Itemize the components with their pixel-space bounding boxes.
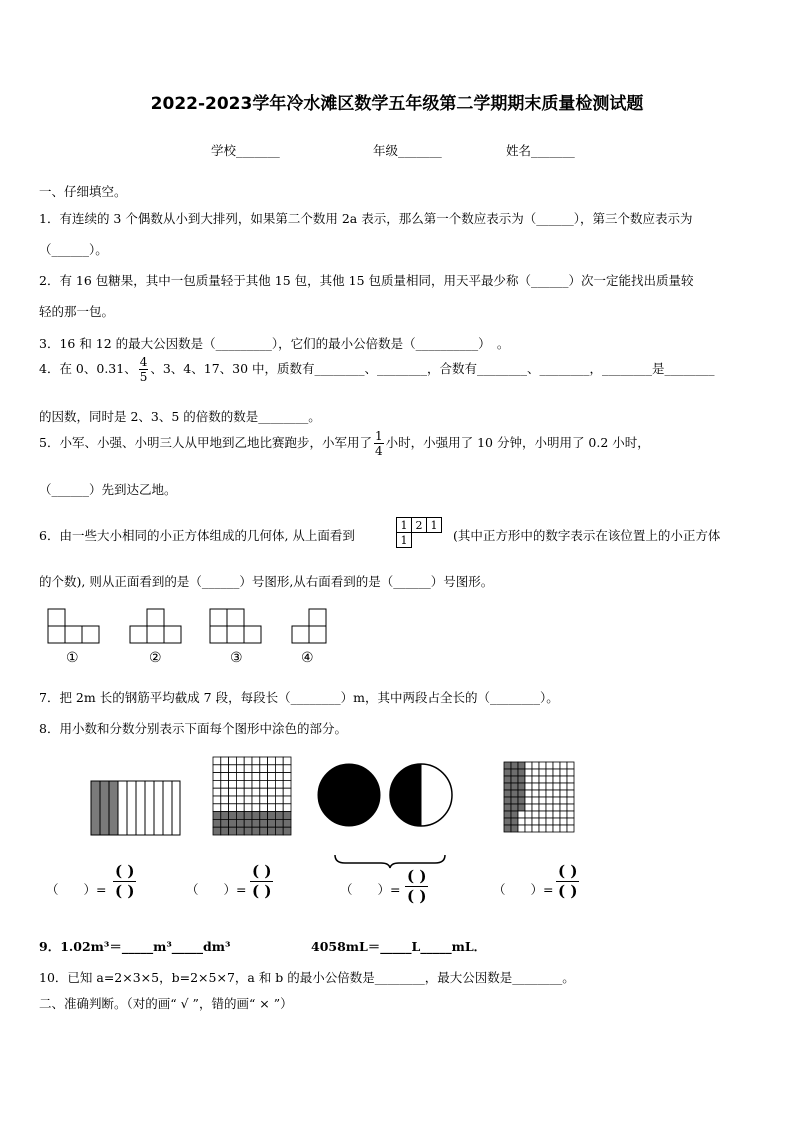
grid-square	[567, 790, 574, 797]
grid-square	[546, 811, 553, 818]
fraction-1-4	[374, 430, 384, 457]
question-4-post: 、3、4、17、30 中，质数有________、________，合数有________、________，________是________	[150, 361, 715, 376]
grid-square	[539, 797, 546, 804]
grid-square	[567, 804, 574, 811]
grid-square	[252, 796, 260, 804]
grid-square	[546, 783, 553, 790]
question-5-line-1	[39, 430, 650, 457]
grid-square	[511, 769, 518, 776]
grid-square	[553, 776, 560, 783]
grid-square	[560, 769, 567, 776]
answer-fraction-4[interactable]	[556, 863, 579, 899]
grid-square	[268, 827, 276, 835]
grid-square	[560, 762, 567, 769]
grid-square	[268, 773, 276, 781]
view-label-4: ④	[301, 650, 314, 666]
grid-square	[553, 790, 560, 797]
grid-square	[260, 780, 268, 788]
grid-square	[518, 825, 525, 832]
grid-square	[560, 790, 567, 797]
grid-square	[546, 769, 553, 776]
grid-square	[221, 773, 229, 781]
grid-square	[268, 812, 276, 820]
grid-square	[546, 776, 553, 783]
grid-square	[532, 811, 539, 818]
grid-square	[229, 765, 237, 773]
view-label-3: ③	[230, 650, 243, 666]
grid-square	[244, 757, 252, 765]
grid-square	[518, 804, 525, 811]
grid-square	[221, 757, 229, 765]
grid-square	[504, 762, 511, 769]
grid-square	[252, 819, 260, 827]
grid-square	[546, 818, 553, 825]
grid-square	[546, 797, 553, 804]
grid-square	[221, 827, 229, 835]
grid-square	[213, 773, 221, 781]
question-1-line-2: （______）。	[39, 242, 108, 257]
grid-square	[553, 762, 560, 769]
grid-square	[553, 783, 560, 790]
grid-square	[275, 827, 283, 835]
grid-square	[511, 818, 518, 825]
grid-square	[213, 780, 221, 788]
fraction-denominator: 5	[139, 370, 148, 384]
answer-fraction-1[interactable]	[113, 863, 136, 899]
grid-square	[252, 812, 260, 820]
grid-square	[213, 788, 221, 796]
grid-square	[275, 804, 283, 812]
grid-square	[283, 796, 291, 804]
section-1-heading: 一、仔细填空。	[39, 184, 127, 199]
grid-square	[252, 773, 260, 781]
fraction-denominator: ( )	[558, 881, 578, 900]
grid-square	[283, 773, 291, 781]
grid-square	[539, 776, 546, 783]
grid-square	[504, 818, 511, 825]
grid-square	[213, 757, 221, 765]
fraction-denominator: ( )	[115, 881, 135, 900]
grid-square	[236, 788, 244, 796]
grid-square	[511, 797, 518, 804]
grid-square	[244, 780, 252, 788]
grid-square	[252, 804, 260, 812]
grid-square	[236, 804, 244, 812]
grid-square	[275, 773, 283, 781]
grid-square	[560, 783, 567, 790]
grid-square	[244, 804, 252, 812]
grid-cell-empty	[427, 533, 442, 548]
grid-square	[539, 783, 546, 790]
grid-square	[275, 788, 283, 796]
grid-square	[525, 783, 532, 790]
grid-square	[275, 796, 283, 804]
grid-square	[567, 797, 574, 804]
grid-square	[539, 818, 546, 825]
grid-square	[567, 776, 574, 783]
grid-square	[560, 797, 567, 804]
grid-square	[229, 812, 237, 820]
grid-square	[244, 796, 252, 804]
question-9-part-a: 9．1.02m³＝_____m³_____dm³	[39, 939, 231, 954]
grid-square	[229, 773, 237, 781]
fraction-numerator: ( )	[407, 867, 427, 885]
figure-circles	[316, 763, 466, 829]
question-2-line-2: 轻的那一包。	[39, 304, 115, 319]
grid-square	[268, 788, 276, 796]
grid-square	[511, 790, 518, 797]
grid-square	[525, 818, 532, 825]
grid-square	[504, 769, 511, 776]
grid-square	[283, 788, 291, 796]
grid-square	[252, 827, 260, 835]
grid-square	[236, 757, 244, 765]
grid-square	[268, 804, 276, 812]
fraction-denominator: ( )	[252, 881, 272, 900]
name-field[interactable]: 姓名_______	[506, 143, 575, 158]
grid-square	[252, 788, 260, 796]
grid-square	[532, 769, 539, 776]
grid-square	[244, 819, 252, 827]
fraction-denominator: ( )	[407, 886, 427, 905]
grid-square	[511, 762, 518, 769]
grid-square	[268, 819, 276, 827]
grid-square	[221, 788, 229, 796]
grid-cell: 2	[412, 518, 427, 533]
grid-square	[244, 773, 252, 781]
grid-square	[221, 804, 229, 812]
grid-square	[546, 762, 553, 769]
grid-square	[532, 776, 539, 783]
question-6-line-1-pre: 6．由一些大小相同的小正方体组成的几何体, 从上面看到	[39, 528, 355, 543]
grid-square	[560, 825, 567, 832]
question-9-part-b: 4058mL＝_____L_____mL．	[311, 939, 487, 954]
grid-square	[518, 818, 525, 825]
grid-square	[229, 796, 237, 804]
fraction-denominator: 4	[374, 444, 383, 458]
grid-square	[525, 811, 532, 818]
grid-square	[567, 818, 574, 825]
grid-square	[268, 796, 276, 804]
grid-square	[518, 797, 525, 804]
grid-square	[268, 765, 276, 773]
grid-square	[275, 765, 283, 773]
answer-fraction-3[interactable]	[405, 868, 428, 904]
grid-square	[553, 797, 560, 804]
grid-square	[532, 818, 539, 825]
section-2-heading: 二、准确判断。（对的画“ √ ”，错的画“ × ”）	[39, 996, 293, 1011]
figure-hundred-grid	[212, 756, 292, 836]
grid-square	[252, 757, 260, 765]
grid-cell: 1	[427, 518, 442, 533]
grid-square	[275, 780, 283, 788]
question-4-line-1	[39, 356, 715, 383]
grid-square	[511, 825, 518, 832]
grid-square	[236, 780, 244, 788]
grid-square	[546, 790, 553, 797]
fraction-4-5	[139, 356, 149, 383]
grid-square	[546, 825, 553, 832]
answer-blank-1[interactable]: （ ）=	[46, 882, 107, 897]
top-view-grid	[396, 517, 442, 548]
grid-square	[560, 811, 567, 818]
grid-square	[567, 762, 574, 769]
grid-square	[504, 804, 511, 811]
grid-square	[532, 825, 539, 832]
grid-square	[518, 783, 525, 790]
grid-square	[553, 769, 560, 776]
grid-square	[567, 825, 574, 832]
question-1-line-1: 1．有连续的 3 个偶数从小到大排列，如果第二个数用 2a 表示，那么第一个数应表示为（______），第三个数应表示为	[39, 211, 693, 226]
grid-square	[244, 765, 252, 773]
grid-square	[221, 796, 229, 804]
grid-square	[539, 790, 546, 797]
grid-square	[567, 783, 574, 790]
figure-strips	[90, 780, 182, 836]
grid-square	[553, 818, 560, 825]
grid-square	[244, 812, 252, 820]
grid-square	[511, 776, 518, 783]
grid-square	[213, 804, 221, 812]
question-6-line-2: 的个数), 则从正面看到的是（______）号图形,从右面看到的是（______）号图形。	[39, 574, 494, 589]
grid-square	[560, 776, 567, 783]
grid-square	[539, 762, 546, 769]
grid-square	[539, 825, 546, 832]
grid-square	[260, 812, 268, 820]
grid-square	[236, 796, 244, 804]
grid-square	[567, 769, 574, 776]
grid-cell: 1	[397, 518, 412, 533]
grid-square	[553, 804, 560, 811]
grid-square	[213, 765, 221, 773]
view-label-2: ②	[149, 650, 162, 666]
grid-square	[504, 825, 511, 832]
fraction-numerator: ( )	[558, 862, 578, 880]
grid-square	[229, 827, 237, 835]
grid-square	[260, 757, 268, 765]
question-5-pre: 5．小军、小强、小明三人从甲地到乙地比赛跑步，小军用了	[39, 435, 372, 450]
grid-square	[504, 797, 511, 804]
grid-square	[560, 804, 567, 811]
fraction-numerator: 1	[374, 429, 383, 443]
grid-square	[283, 812, 291, 820]
grid-square	[525, 769, 532, 776]
grid-square	[525, 790, 532, 797]
grid-square	[525, 804, 532, 811]
grid-square	[511, 783, 518, 790]
grid-square	[283, 765, 291, 773]
grid-square	[518, 776, 525, 783]
grid-square	[260, 773, 268, 781]
grid-square	[221, 819, 229, 827]
grid-square	[275, 757, 283, 765]
page-title: 2022-2023学年冷水滩区数学五年级第二学期期末质量检测试题	[150, 94, 644, 114]
view-label-1: ①	[66, 650, 79, 666]
answer-blank-3[interactable]: （ ）=	[340, 882, 401, 897]
grid-square	[567, 811, 574, 818]
grid-square	[268, 757, 276, 765]
grid-square	[504, 783, 511, 790]
grid-square	[504, 776, 511, 783]
grid-square	[229, 780, 237, 788]
grid-square	[268, 780, 276, 788]
grid-cell-empty	[412, 533, 427, 548]
question-4-line-2: 的因数，同时是 2、3、5 的倍数的数是________。	[39, 409, 321, 424]
grid-square	[213, 812, 221, 820]
answer-fraction-2[interactable]	[250, 863, 273, 899]
question-8: 8．用小数和分数分别表示下面每个图形中涂色的部分。	[39, 721, 347, 736]
figure-hundred-grid-2	[503, 761, 575, 833]
grid-square	[275, 812, 283, 820]
grid-square	[518, 769, 525, 776]
grid-square	[283, 757, 291, 765]
grid-square	[229, 819, 237, 827]
grid-square	[213, 796, 221, 804]
grid-square	[283, 804, 291, 812]
question-10: 10．已知 a=2×3×5，b=2×5×7，a 和 b 的最小公倍数是________，最大公因数是________。	[39, 970, 575, 985]
grid-square	[236, 819, 244, 827]
fraction-numerator: ( )	[115, 862, 135, 880]
grid-square	[236, 765, 244, 773]
grid-square	[539, 769, 546, 776]
grade-field[interactable]: 年级_______	[373, 143, 442, 158]
grid-square	[213, 827, 221, 835]
grid-square	[525, 797, 532, 804]
grid-square	[260, 819, 268, 827]
grid-square	[532, 762, 539, 769]
grid-square	[525, 762, 532, 769]
grid-square	[221, 812, 229, 820]
fraction-numerator: ( )	[252, 862, 272, 880]
grid-square	[260, 827, 268, 835]
view-figures	[40, 605, 340, 667]
question-6-line-1-post: (其中正方形中的数字表示在该位置上的小正方体	[453, 528, 721, 543]
question-5-post: 小时，小强用了 10 分钟，小明用了 0.2 小时，	[385, 435, 650, 450]
grid-square	[532, 797, 539, 804]
grid-square	[518, 811, 525, 818]
grid-square	[283, 827, 291, 835]
grid-square	[244, 788, 252, 796]
question-5-line-2: （______）先到达乙地。	[39, 482, 177, 497]
question-7: 7．把 2m 长的钢筋平均截成 7 段，每段长（________）m，其中两段占全长的（________）。	[39, 690, 559, 705]
grid-cell: 1	[397, 533, 412, 548]
grid-square	[252, 765, 260, 773]
question-4-pre: 4．在 0、0.31、	[39, 361, 137, 376]
grid-square	[532, 804, 539, 811]
grid-square	[260, 796, 268, 804]
grid-square	[260, 765, 268, 773]
grid-square	[236, 827, 244, 835]
grid-square	[518, 790, 525, 797]
answer-blank-2[interactable]: （ ）=	[186, 882, 247, 897]
grid-square	[229, 804, 237, 812]
grid-square	[546, 804, 553, 811]
question-3: 3．16 和 12 的最大公因数是（_________），它们的最小公倍数是（__________） 。	[39, 336, 510, 351]
grid-square	[229, 788, 237, 796]
grid-square	[525, 825, 532, 832]
grid-square	[504, 811, 511, 818]
grid-square	[213, 819, 221, 827]
grid-square	[229, 757, 237, 765]
grid-square	[236, 773, 244, 781]
grid-square	[275, 819, 283, 827]
grid-square	[221, 765, 229, 773]
answer-blank-4[interactable]: （ ）=	[493, 882, 554, 897]
fraction-numerator: 4	[139, 355, 148, 369]
grid-square	[260, 804, 268, 812]
curly-brace	[333, 853, 447, 869]
grid-square	[539, 804, 546, 811]
grid-square	[511, 811, 518, 818]
grid-square	[283, 819, 291, 827]
grid-square	[560, 818, 567, 825]
question-2-line-1: 2．有 16 包糖果，其中一包质量轻于其他 15 包，其他 15 包质量相同，用天平最少称（______）次一定能找出质量较	[39, 273, 694, 288]
grid-square	[221, 780, 229, 788]
grid-square	[236, 812, 244, 820]
grid-square	[283, 780, 291, 788]
grid-square	[539, 811, 546, 818]
grid-square	[532, 783, 539, 790]
school-field[interactable]: 学校_______	[211, 143, 280, 158]
grid-square	[553, 811, 560, 818]
grid-square	[260, 788, 268, 796]
grid-square	[244, 827, 252, 835]
grid-square	[518, 762, 525, 769]
grid-square	[553, 825, 560, 832]
grid-square	[252, 780, 260, 788]
grid-square	[511, 804, 518, 811]
grid-square	[525, 776, 532, 783]
grid-square	[504, 790, 511, 797]
grid-square	[532, 790, 539, 797]
